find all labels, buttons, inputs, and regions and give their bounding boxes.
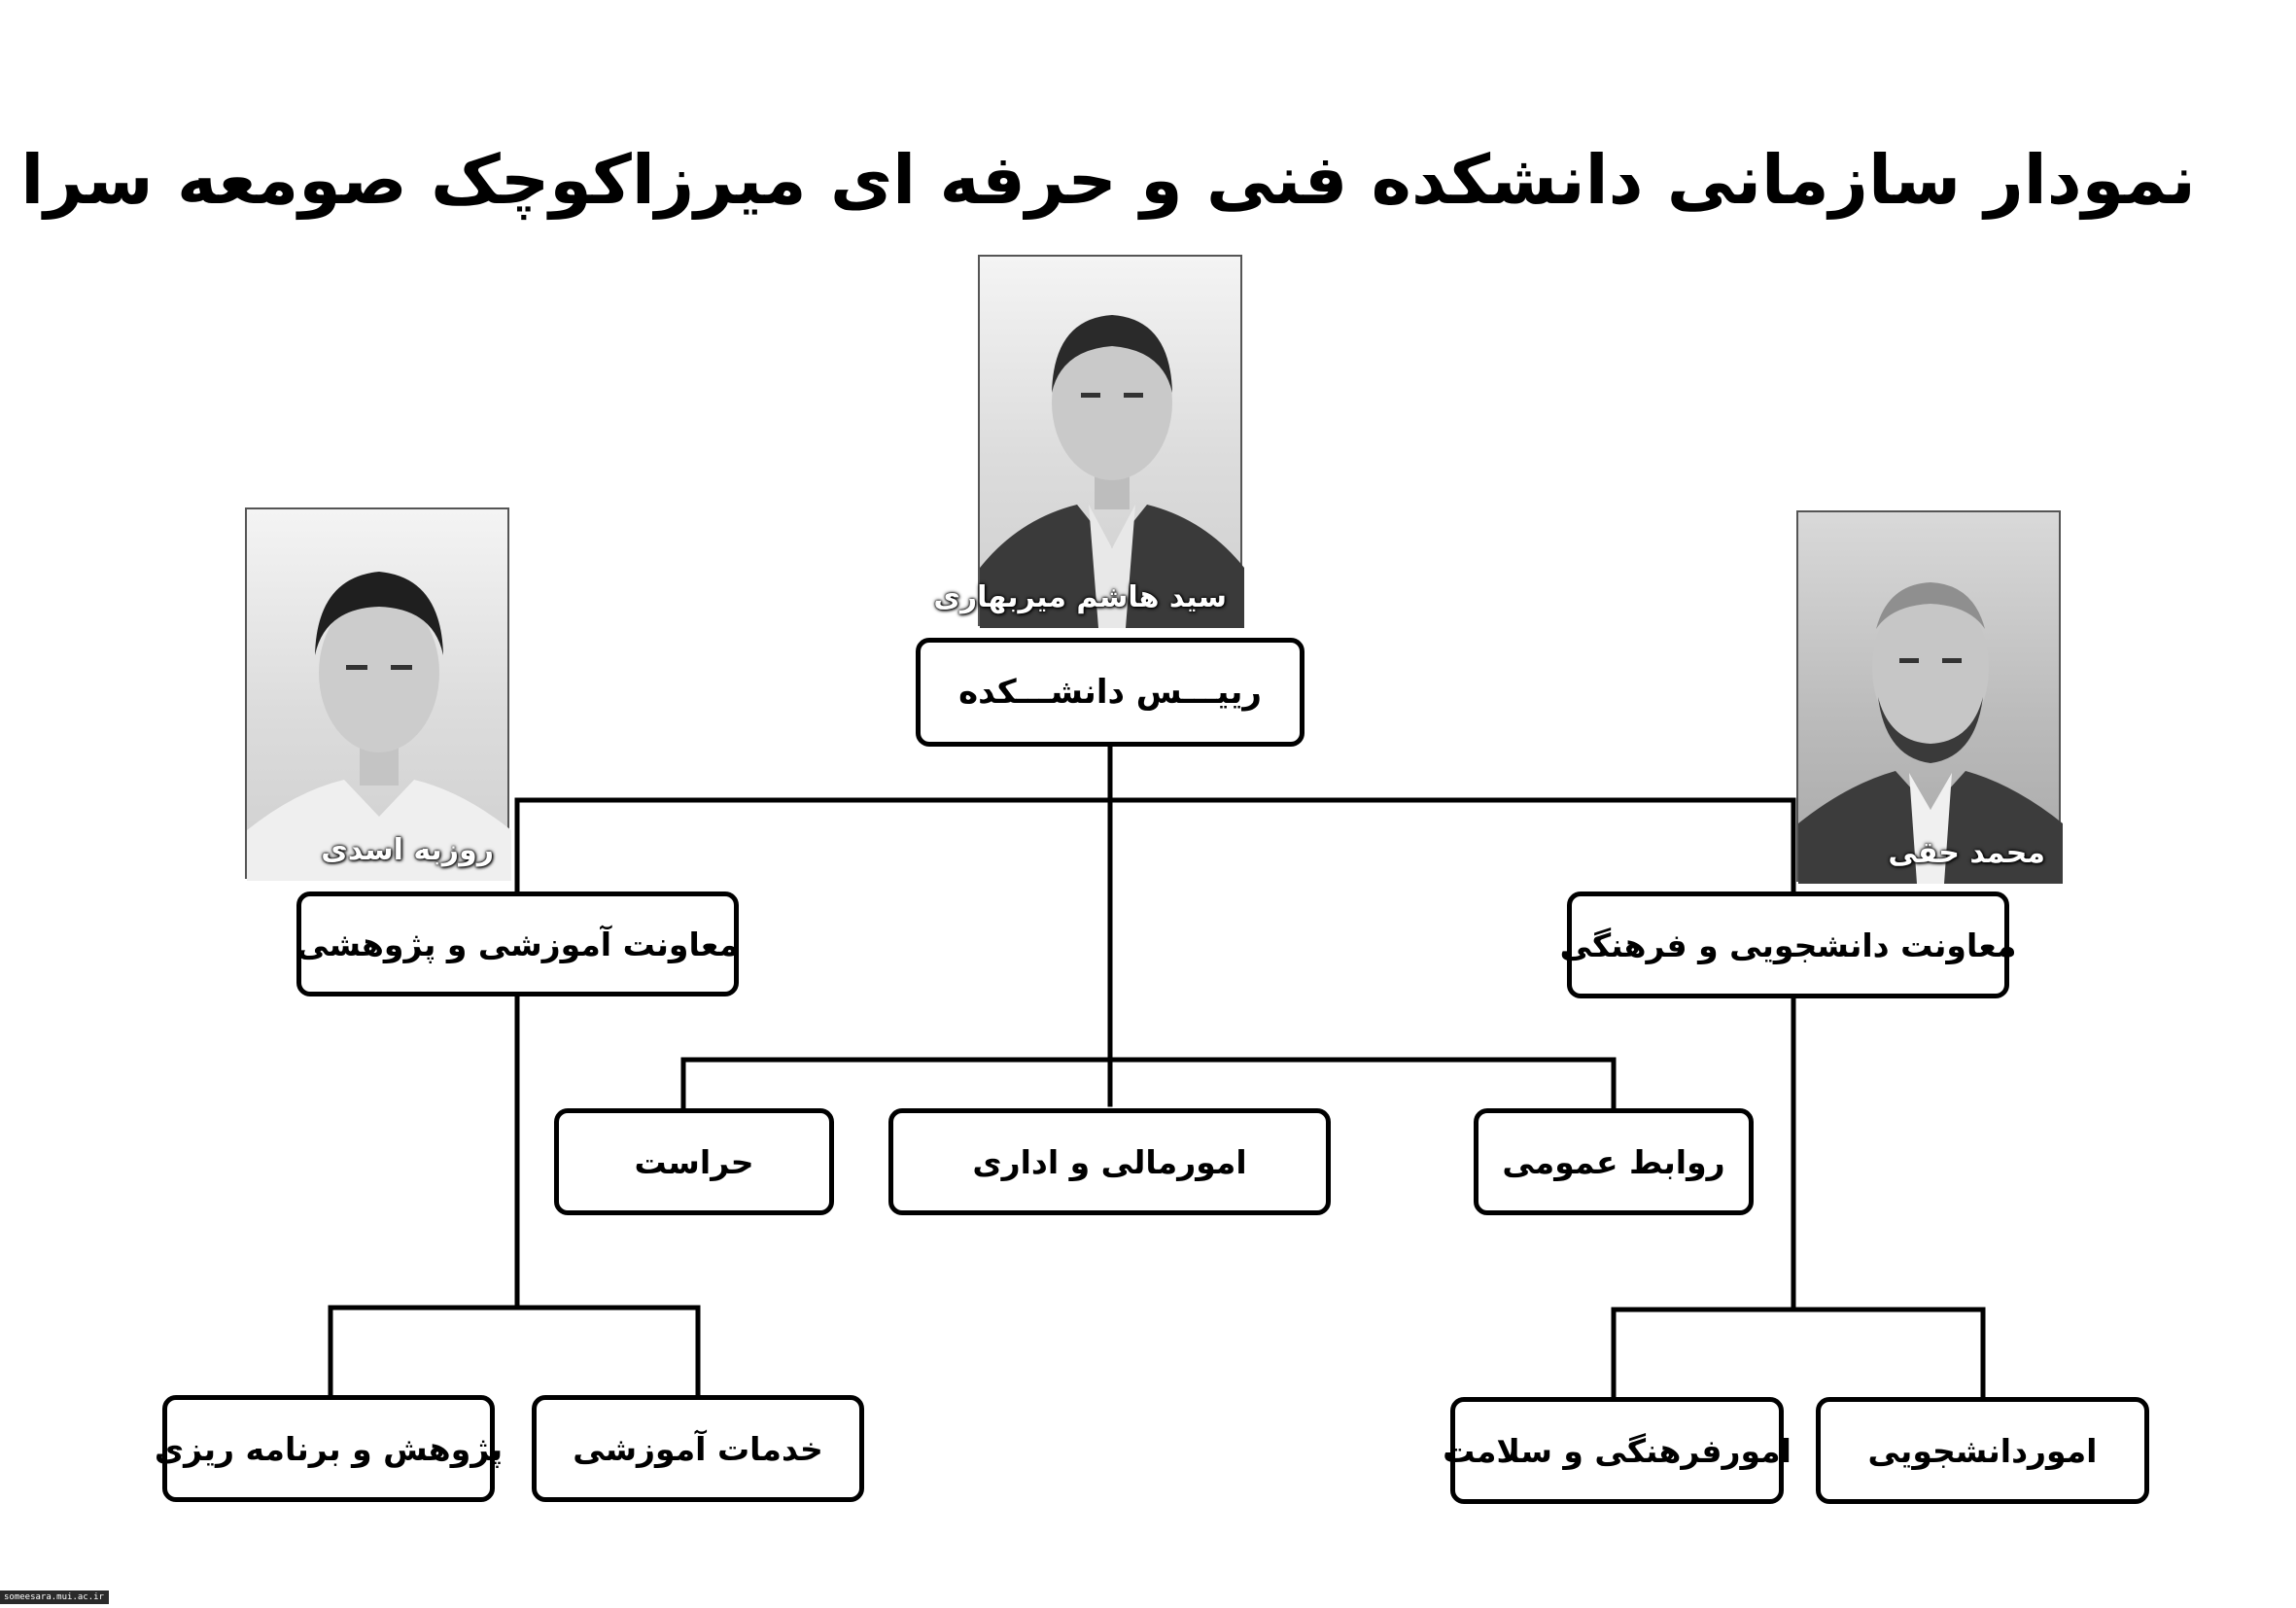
security-box: حراست — [554, 1108, 834, 1215]
head-portrait-icon — [980, 257, 1244, 628]
student-affairs-box: اموردانشجویی — [1816, 1397, 2149, 1504]
chart-title: نمودار سازمانی دانشکده فنی و حرفه ای میرزاکوچک صومعه سرا — [20, 140, 2196, 220]
site-watermark: someesara.mui.ac.ir — [0, 1591, 109, 1604]
academic-deputy-box: معاونت آموزشی و پژوهشی — [296, 891, 739, 996]
academic-deputy-photo — [245, 507, 509, 879]
student-deputy-box: معاونت دانشجویی و فرهنگی — [1567, 891, 2009, 998]
public-relations-box: روابط عمومی — [1474, 1108, 1754, 1215]
edu-services-box: خدمات آموزشی — [532, 1395, 864, 1502]
research-planning-box: پژوهش و برنامه ریزی — [162, 1395, 495, 1502]
student-deputy-name-caption: محمد حقی — [1888, 836, 2045, 870]
student-deputy-photo — [1796, 510, 2061, 882]
head-box: رییـــس دانشـــکده — [916, 638, 1305, 747]
academic-deputy-portrait-icon — [247, 509, 511, 881]
head-photo — [933, 255, 1242, 626]
head-name-caption: سید هاشم میربهاری — [933, 580, 1227, 614]
academic-deputy-name-caption: روزبه اسدی — [321, 833, 494, 867]
student-deputy-portrait-icon — [1798, 512, 2063, 884]
finance-admin-box: امورمالی و اداری — [888, 1108, 1331, 1215]
culture-health-box: امورفرهنگی و سلامت — [1450, 1397, 1784, 1504]
